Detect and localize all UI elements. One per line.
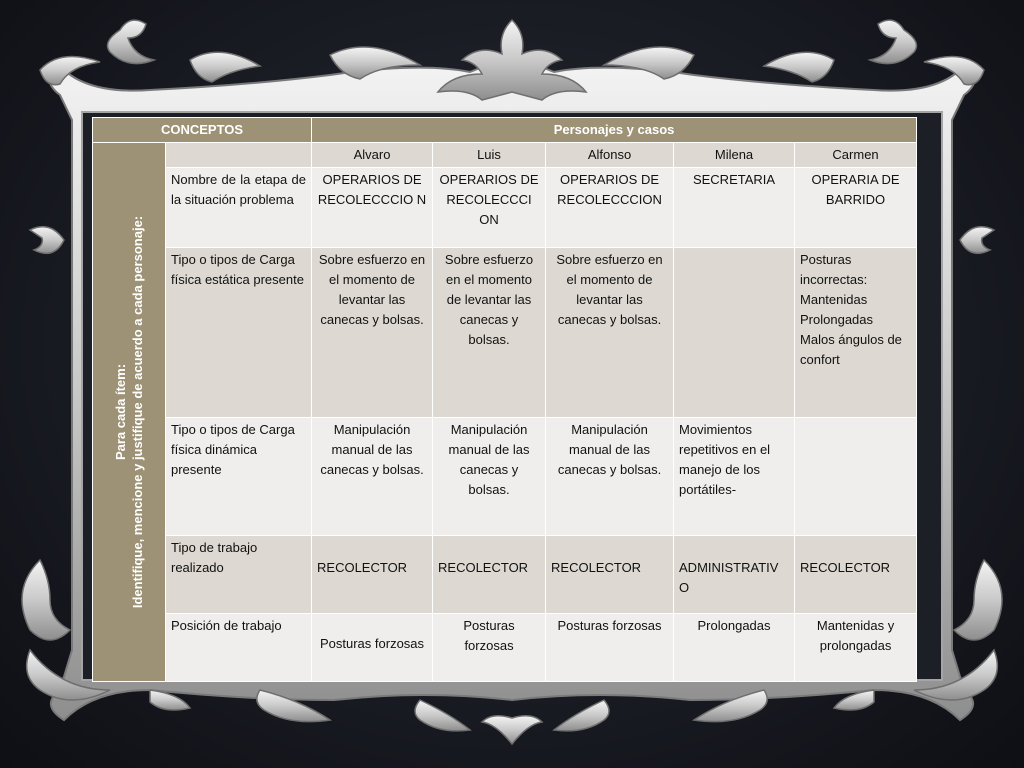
table-cell	[795, 418, 917, 536]
table-cell: Posturas incorrectas: Mantenidas Prolongadas Malos ángulos de confort	[795, 248, 917, 418]
table-cell: Prolongadas	[674, 614, 795, 682]
table-cell: SECRETARIA	[674, 168, 795, 248]
header-conceptos: CONCEPTOS	[93, 118, 312, 143]
person-name: Luis	[433, 143, 546, 168]
people-row	[93, 143, 917, 168]
header-personajes: Personajes y casos	[312, 118, 917, 143]
person-name: Milena	[674, 143, 795, 168]
person-name: Alfonso	[546, 143, 674, 168]
people-row-empty	[166, 143, 312, 168]
table-cell: Posturas forzosas	[546, 614, 674, 682]
row-label: Tipo de trabajo realizado	[166, 536, 312, 614]
row-label: Tipo o tipos de Carga física estática presente	[166, 248, 312, 418]
table-cell: Posturas forzosas	[312, 614, 433, 682]
table-cell: Mantenidas y prolongadas	[795, 614, 917, 682]
person-name: Alvaro	[312, 143, 433, 168]
table-cell: RECOLECTOR	[312, 536, 433, 614]
table-cell: ADMINISTRATIV O	[674, 536, 795, 614]
row-label: Tipo o tipos de Carga física dinámica presente	[166, 418, 312, 536]
table-cell: Movimientos repetitivos en el manejo de los portátiles-	[674, 418, 795, 536]
table-row	[93, 614, 917, 682]
table-cell: OPERARIA DE BARRIDO	[795, 168, 917, 248]
table-cell: Sobre esfuerzo en el momento de levantar las canecas y bolsas.	[312, 248, 433, 418]
table-row	[93, 248, 917, 418]
side-label-line2: Identifique, mencione y justifique de acuerdo a cada personaje:	[130, 215, 145, 609]
table-cell: Manipulación manual de las canecas y bolsas.	[546, 418, 674, 536]
table-cell: OPERARIOS DE RECOLECCCI ON	[433, 168, 546, 248]
table-cell: RECOLECTOR	[795, 536, 917, 614]
table-cell: Sobre esfuerzo en el momento de levantar las canecas y bolsas.	[433, 248, 546, 418]
table-cell	[674, 248, 795, 418]
table-cell: RECOLECTOR	[433, 536, 546, 614]
side-label-line1: Para cada ítem:	[113, 363, 128, 461]
table-cell: OPERARIOS DE RECOLECCCION	[546, 168, 674, 248]
table-row	[93, 168, 917, 248]
side-label	[112, 216, 146, 608]
side-label-cell	[93, 143, 166, 682]
table-cell: Manipulación manual de las canecas y bolsas.	[312, 418, 433, 536]
concept-table	[92, 117, 917, 682]
table-cell: Manipulación manual de las canecas y bolsas.	[433, 418, 546, 536]
row-label: Posición de trabajo	[166, 614, 312, 682]
table-cell: Posturas forzosas	[433, 614, 546, 682]
person-name: Carmen	[795, 143, 917, 168]
table-cell: Sobre esfuerzo en el momento de levantar las canecas y bolsas.	[546, 248, 674, 418]
table-cell: OPERARIOS DE RECOLECCCIO N	[312, 168, 433, 248]
row-label: Nombre de la etapa de la situación problema	[166, 168, 312, 248]
header-row	[93, 118, 917, 143]
table-row	[93, 536, 917, 614]
table-row	[93, 418, 917, 536]
table-cell: RECOLECTOR	[546, 536, 674, 614]
